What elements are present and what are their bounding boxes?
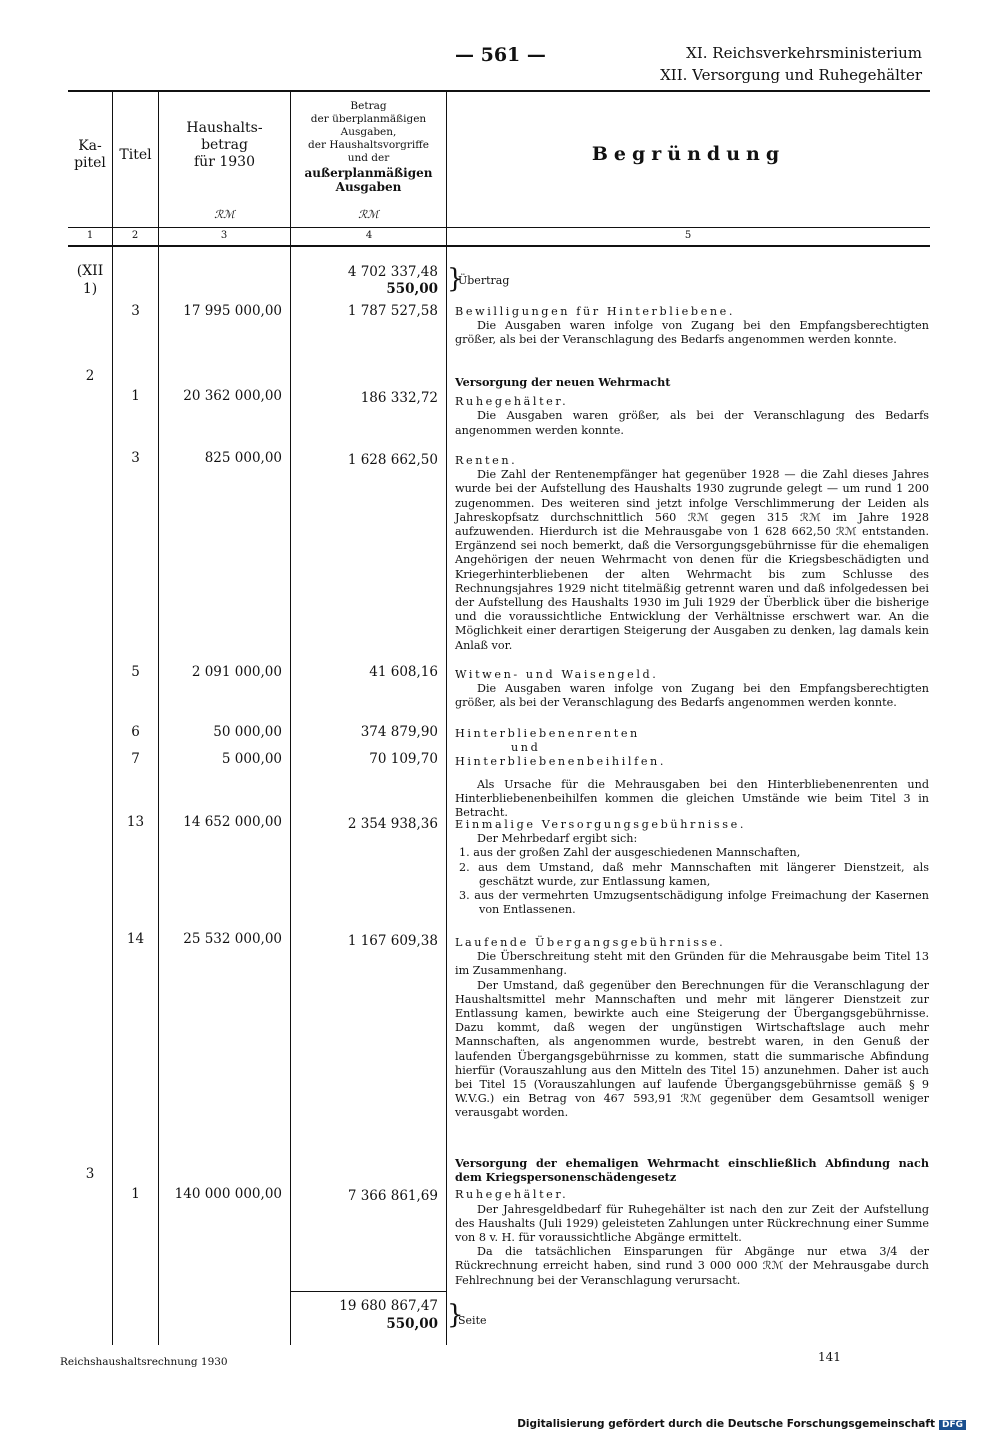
heading-laufende: Laufende Übergangsgebührnisse. — [455, 936, 726, 949]
block-renten — [455, 454, 929, 653]
dfg-logo: DFG — [939, 1420, 966, 1430]
colnum-2: 2 — [131, 230, 139, 241]
text-ruhegehaelter-1: Die Ausgaben waren größer, als bei der Veranschlagung des Bedarfs angenommen werden konnte. — [455, 409, 929, 437]
ausgabe-r7: 2 354 938,36 — [347, 816, 438, 832]
header-betrag: Betrag der überplanmäßigen Ausgaben, der Haushaltsvorgriffe und der — [308, 100, 429, 164]
col-divider-1 — [112, 90, 113, 1345]
ausgabe-r9: 7 366 861,69 — [347, 1188, 438, 1204]
ausgabe-r1: 1 787 527,58 — [347, 303, 438, 319]
betrag-r7: 14 652 000,00 — [183, 814, 282, 830]
heading-ruhegehaelter-2: Ruhegehälter. — [455, 1188, 569, 1202]
uebertrag-label: Übertrag — [458, 274, 510, 287]
block-bewilligungen — [455, 305, 929, 348]
list-item: 3. aus der vermehrten Umzugsentschädigung infolge Freimachung der Kasernen von Entlassenen. — [459, 889, 929, 917]
text-laufende-1: Die Überschreitung steht mit den Gründen für die Mehrausgabe beim Titel 13 im Zusammenhang. — [455, 950, 929, 978]
betrag-r5: 50 000,00 — [213, 724, 282, 740]
heading-bewilligungen: Bewilligungen für Hinterbliebene. — [455, 305, 736, 318]
brace-uebertrag: } — [447, 264, 464, 294]
section-ehemalige-wehrmacht: Versorgung der ehemaligen Wehrmacht einschließlich Abfindung nach dem Kriegspersonenschädengesetz — [455, 1156, 929, 1185]
text-ruhegehaelter-2a: Der Jahresgeldbedarf für Ruhegehälter ist nach den zur Zeit der Aufstellung des Haushalts (Juli 1929) geleisteten Zahlungen unter Rückrechnung einer Summe von 8 v. H. für voraussichtliche Abgänge ermittelt. — [455, 1202, 929, 1245]
table-top-rule — [68, 90, 930, 92]
page-number: — 561 — — [455, 44, 546, 66]
block-witwen — [455, 668, 929, 711]
betrag-r9: 140 000 000,00 — [174, 1186, 282, 1202]
colnum-rule — [68, 245, 930, 247]
block-hinterbliebene — [455, 727, 929, 820]
colnum-4: 4 — [365, 230, 373, 241]
titel-r2: 1 — [131, 388, 140, 404]
betrag-r4: 2 091 000,00 — [191, 664, 282, 680]
colnum-1: 1 — [86, 230, 94, 241]
text-witwen: Die Ausgaben waren infolge von Zugang bei den Empfangsberechtigten größer, als bei der Veranschlagung des Bedarfs angenommen werden konnte. — [455, 682, 929, 710]
footer-page-number: 141 — [818, 1350, 841, 1364]
header-haushaltsbetrag: Haushalts- betrag für 1930 — [186, 120, 263, 170]
col-divider-2 — [158, 90, 159, 1345]
block-ruhegehaelter-neu — [455, 375, 929, 438]
list-item: 2. aus dem Umstand, daß mehr Mannschaften mit längerer Dienstzeit, als geschätzt wurde, zur Entlassung kamen, — [459, 860, 929, 888]
section-neue-wehrmacht: Versorgung der neuen Wehrmacht — [455, 375, 671, 389]
ausgabe-r8: 1 167 609,38 — [347, 933, 438, 949]
seite-label: Seite — [458, 1314, 487, 1327]
col-divider-3 — [290, 90, 291, 1345]
titel-r4: 5 — [131, 664, 140, 680]
running-head-2: XII. Versorgung und Ruhegehälter — [660, 66, 922, 84]
heading-hinterbliebenenbeihilfen: Hinterbliebenenbeihilfen. — [455, 755, 666, 769]
running-head-1: XI. Reichsverkehrsministerium — [686, 44, 922, 62]
kapitel-xii: (XII 1) — [76, 263, 104, 297]
colnum-5: 5 — [684, 230, 692, 241]
text-und: und — [511, 741, 541, 755]
block-laufende — [455, 936, 929, 1121]
uebertrag-amount-2: 550,00 — [386, 281, 438, 297]
text-mehrbedarf: Der Mehrbedarf ergibt sich: — [477, 832, 638, 846]
ausgabe-r4: 41 608,16 — [369, 664, 438, 680]
titel-r5: 6 — [131, 724, 140, 740]
text-bewilligungen: Die Ausgaben waren infolge von Zugang bei den Empfangsberechtigten größer, als bei der Veranschlagung des Bedarfs angenommen werden konnte. — [455, 319, 929, 347]
footer-source: Reichshaushaltsrechnung 1930 — [60, 1356, 228, 1368]
ausgabe-r6: 70 109,70 — [369, 751, 438, 767]
betrag-r3: 825 000,00 — [204, 450, 282, 466]
titel-r8: 14 — [126, 931, 145, 947]
header-unit-4: ℛℳ — [358, 208, 379, 221]
block-einmalige — [455, 818, 929, 917]
list-item: 1. aus der großen Zahl der ausgeschiedenen Mannschaften, — [459, 846, 801, 860]
ausgabe-r2: 186 332,72 — [360, 390, 438, 406]
heading-renten: Renten. — [455, 454, 518, 467]
uebertrag-amount: 4 702 337,48 — [347, 264, 438, 280]
ausgabe-r3: 1 628 662,50 — [347, 452, 438, 468]
heading-hinterbliebenenrenten: Hinterbliebenenrenten — [455, 727, 640, 740]
dfg-credit — [517, 1418, 966, 1430]
header-begruendung: Begründung — [591, 143, 786, 165]
betrag-r1: 17 995 000,00 — [183, 303, 282, 319]
text-renten: Die Zahl der Rentenempfänger hat gegenüber 1928 — die Zahl dieses Jahres wurde bei der Aufstellung des Haushalts 1930 zugrunde gelegt — um rund 1 200 zugenommen. Des weiteren sind jetzt infolge Verschlimmerung der Leiden als Jahreskopfsatz durchschnittlich 560 ℛℳ gegen 315 ℛℳ im Jahre 1928 aufzuwenden. Hierdurch ist die Mehrausgabe von 1 628 662,50 ℛℳ entstanden. Ergänzend sei noch bemerkt, daß die Versorgungsgebührnisse für die ehemaligen Angehörigen der neuen Wehrmacht von denen für die Kriegsbeschädigten und Kriegerhinterbliebenen der alten Wehrmacht bis zum Schlusse des Rechnungsjahres 1929 nicht titelmäßig getrennt waren und daß infolgedessen bei der Aufstellung des Haushalts 1930 im Juli 1929 der Überblick über die bisherige und die voraussichtliche Entwicklung der Verhältnisse erschwert war. An die Möglichkeit einer derartigen Steigerung der Ausgaben zu denken, lag damals kein Anlaß vor. — [455, 468, 929, 652]
betrag-r6: 5 000,00 — [221, 751, 282, 767]
titel-r1: 3 — [131, 303, 140, 319]
seite-amount: 19 680 867,47 — [339, 1298, 438, 1314]
text-ruhegehaelter-2b: Da die tatsächlichen Einsparungen für Abgänge nur etwa 3/4 der Rückrechnung erreicht haben, sind rund 3 000 000 ℛℳ der Mehrausgabe durch Fehlrechnung bei der Veranschlagung verursacht. — [455, 1245, 929, 1287]
kapitel-2: 2 — [85, 368, 95, 384]
colnum-3: 3 — [220, 230, 228, 241]
brace-seite: } — [447, 1300, 464, 1330]
header-ausserplanmaessig: außerplanmäßigen Ausgaben — [304, 166, 433, 194]
header-titel: Titel — [119, 147, 152, 163]
heading-einmalige: Einmalige Versorgungsgebührnisse. — [455, 818, 746, 831]
text-hinterbliebene: Als Ursache für die Mehrausgaben bei den Hinterbliebenenrenten und Hinterbliebenenbeihilfen kommen die gleichen Umstände wie beim Titel 3 in Betracht. — [455, 777, 929, 820]
header-kapitel: Ka- pitel — [74, 138, 106, 171]
titel-r3: 3 — [131, 450, 140, 466]
ausgabe-r5: 374 879,90 — [360, 724, 438, 740]
kapitel-3: 3 — [85, 1166, 95, 1182]
betrag-r8: 25 532 000,00 — [183, 931, 282, 947]
header-rule — [68, 227, 930, 228]
titel-r6: 7 — [131, 751, 140, 767]
heading-ruhegehaelter-1: Ruhegehälter. — [455, 395, 569, 409]
heading-witwen: Witwen- und Waisengeld. — [455, 668, 659, 681]
titel-r7: 13 — [126, 814, 145, 830]
header-unit-3: ℛℳ — [214, 208, 235, 221]
dfg-credit-text: Digitalisierung gefördert durch die Deutsche Forschungsgemeinschaft — [517, 1418, 935, 1430]
betrag-r2: 20 362 000,00 — [183, 388, 282, 404]
text-laufende-2: Der Umstand, daß gegenüber den Berechnungen für die Veranschlagung der Haushaltsmittel mehr Mannschaften und mehr mit längerer Dienstzeit zur Entlassung kamen, bewirkte auch eine Steigerung der Übergangsgebührnisse. Dazu kommt, daß wegen der ungünstigen Wirtschaftslage auch mehr Mannschaften, als angenommen wurde, bestrebt waren, in den Genuß der laufenden Übergangsgebührnisse zu kommen, statt die summarische Abfindung hierfür (Vorauszahlung aus den Mitteln des Titel 15) anzunehmen. Daher ist auch bei Titel 15 (Vorauszahlungen auf laufende Übergangsgebührnisse gemäß § 9 W.V.G.) ein Betrag von 467 593,91 ℛℳ gegenüber dem Gesamtsoll weniger verausgabt worden. — [455, 978, 929, 1120]
block-ehemalige — [455, 1156, 929, 1288]
seite-amount-2: 550,00 — [386, 1316, 438, 1332]
titel-r9: 1 — [131, 1186, 140, 1202]
sum-rule — [290, 1291, 446, 1292]
